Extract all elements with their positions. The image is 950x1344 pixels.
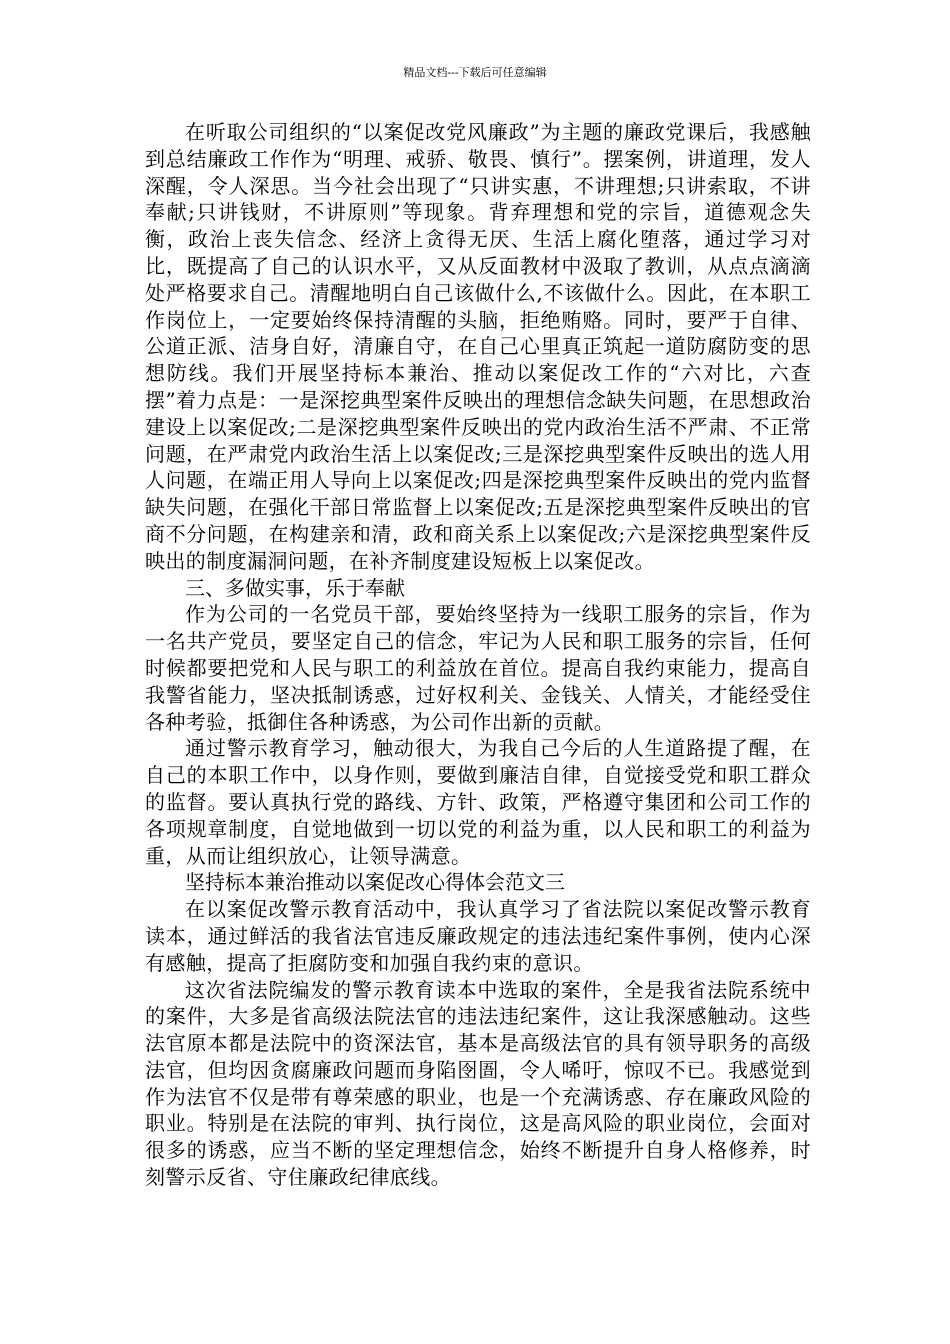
paragraph-5: 这次省法院编发的警示教育读本中选取的案件，全是我省法院系统中的案件，大多是省高级法院法官的违法违纪案件，这让我深感触动。这些法官原本都是法院中的资深法官，基本是高级法官的具有领导职务的高级法官，但均因贪腐廉政问题而身陷囹圄，令人唏吁，惊叹不已。我感觉到作为法官不仅是带有尊荣感的职业，也是一个充满诱惑、存在廉政风险的职业。特别是在法院的审判、执行岗位，这是高风险的职业岗位，会面对很多的诱惑，应当不断的坚定理想信念，始终不断提升自身人格修养，时刻警示反省、守住廉政纪律底线。 [145,977,811,1190]
paragraph-4: 在以案促改警示教育活动中，我认真学习了省法院以案促改警示教育读本，通过鲜活的我省法官违反廉政规定的违法违纪案件事例，使内心深有感触，提高了拒腐防变和加强自我约束的意识。 [145,897,811,975]
article-title-3: 坚持标本兼治推动以案促改心得体会范文三 [185,870,565,895]
paragraph-3: 通过警示教育学习，触动很大，为我自己今后的人生道路提了醒，在自己的本职工作中，以身作则，要做到廉洁自律，自觉接受党和职工群众的监督。要认真执行党的路线、方针、政策，严格遵守集团和公司工作的各项规章制度，自觉地做到一切以党的利益为重，以人民和职工的利益为重，从而让组织放心，让领导满意。 [145,736,811,868]
document-body [145,119,811,1191]
paragraph-1: 在听取公司组织的“以案促改党风廉政”为主题的廉政党课后，我感触到总结廉政工作作为“明理、戒骄、敬畏、慎行”。摆案例，讲道理，发人深醒，令人深思。当今社会出现了“只讲实惠，不讲理想;只讲索取，不讲奉献;只讲钱财，不讲原则”等现象。背弃理想和党的宗旨，道德观念失衡，政治上丧失信念、经济上贪得无厌、生活上腐化堕落，通过学习对比，既提高了自己的认识水平，又从反面教材中汲取了教训，从点点滴滴处严格要求自己。清醒地明白自己该做什么,不该做什么。因此，在本职工作岗位上，一定要始终保持清醒的头脑，拒绝贿赂。同时，要严于自律、公道正派、洁身自好，清廉自守，在自己心里真正筑起一道防腐防变的思想防线。我们开展坚持标本兼治、推动以案促改工作的“六对比，六查摆”着力点是：一是深挖典型案件反映出的理想信念缺失问题，在思想政治建设上以案促改;二是深挖典型案件反映出的党内政治生活不严肃、不正常问题，在严肃党内政治生活上以案促改;三是深挖典型案件反映出的选人用人问题，在端正用人导向上以案促改;四是深挖典型案件反映出的党内监督缺失问题，在强化干部日常监督上以案促改;五是深挖典型案件反映出的官商不分问题，在构建亲和清，政和商关系上以案促改;六是深挖典型案件反映出的制度漏洞问题，在补齐制度建设短板上以案促改。 [145,120,811,573]
page-header: 精品文档---下载后可任意编辑 [403,66,547,79]
section-heading-3: 三、多做实事，乐于奉献 [185,575,405,600]
paragraph-2: 作为公司的一名党员干部，要始终坚持为一线职工服务的宗旨，作为一名共产党员，要坚定自己的信念，牢记为人民和职工服务的宗旨，任何时候都要把党和人民与职工的利益放在首位。提高自我约束能力，提高自我警省能力，坚决抵制诱惑，过好权利关、金钱关、人情关，才能经受住各种考验，抵御住各种诱惑，为公司作出新的贡献。 [145,602,811,734]
